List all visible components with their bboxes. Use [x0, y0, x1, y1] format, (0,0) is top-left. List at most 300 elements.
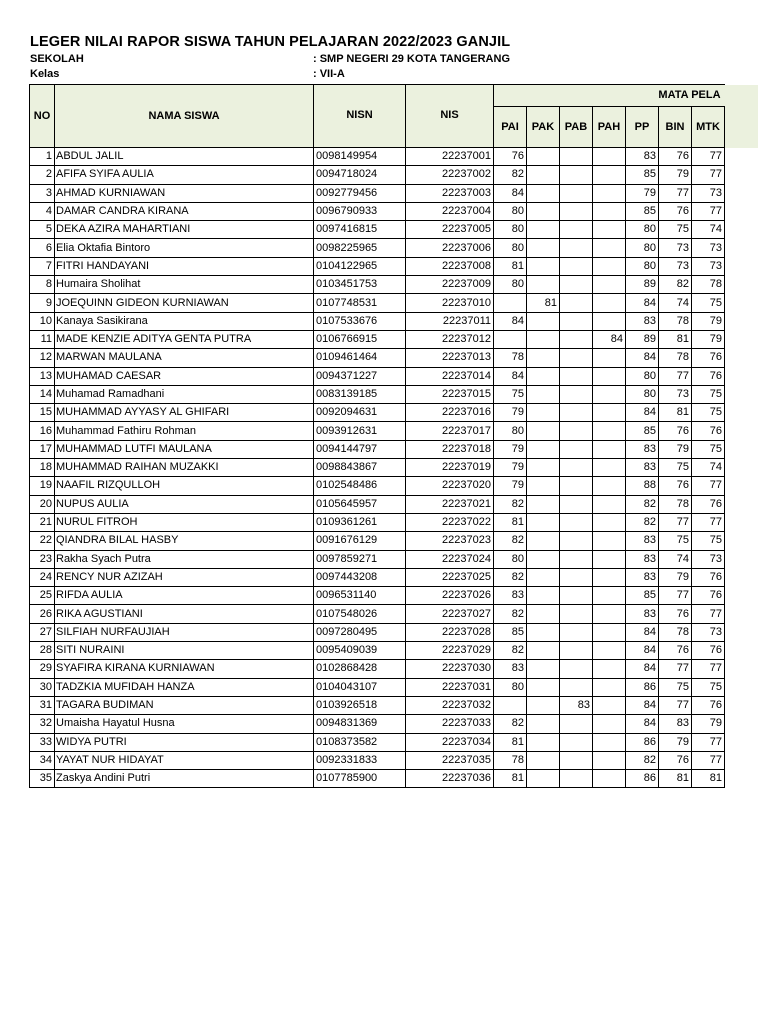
row-student-name: QIANDRA BILAL HASBY — [55, 532, 314, 550]
row-grade-pab — [560, 477, 593, 495]
row-grade-mtk: 76 — [692, 642, 725, 660]
row-grade-pak — [527, 696, 560, 714]
table-row — [30, 477, 759, 495]
grades-table-container — [29, 84, 758, 788]
row-grade-pah — [593, 587, 626, 605]
row-nisn: 0093912631 — [314, 422, 406, 440]
row-grade-pak — [527, 166, 560, 184]
row-grade-mtk: 74 — [692, 221, 725, 239]
row-grade-pah — [593, 550, 626, 568]
row-overflow — [725, 770, 758, 788]
row-grade-pah — [593, 477, 626, 495]
row-grade-bin: 77 — [659, 367, 692, 385]
row-grade-pab — [560, 532, 593, 550]
row-no: 26 — [30, 605, 55, 623]
row-grade-pab — [560, 623, 593, 641]
row-grade-pai: 82 — [494, 605, 527, 623]
row-grade-pp: 84 — [626, 349, 659, 367]
header-mtk: MTK — [692, 107, 725, 148]
row-overflow — [725, 459, 758, 477]
row-nisn: 0092331833 — [314, 751, 406, 769]
header-nisn: NISN — [314, 85, 406, 148]
row-grade-pah — [593, 294, 626, 312]
row-grade-mtk: 79 — [692, 330, 725, 348]
row-student-name: Muhammad Fathiru Rohman — [55, 422, 314, 440]
row-no: 21 — [30, 513, 55, 531]
row-nisn: 0092094631 — [314, 404, 406, 422]
row-grade-mtk: 77 — [692, 202, 725, 220]
row-grade-pp: 84 — [626, 294, 659, 312]
row-overflow — [725, 513, 758, 531]
row-grade-pah — [593, 166, 626, 184]
row-overflow — [725, 696, 758, 714]
header-pai: PAI — [494, 107, 527, 148]
row-student-name: Rakha Syach Putra — [55, 550, 314, 568]
row-grade-pp: 82 — [626, 495, 659, 513]
row-grade-mtk: 77 — [692, 166, 725, 184]
row-grade-bin: 74 — [659, 550, 692, 568]
row-grade-bin: 78 — [659, 623, 692, 641]
row-grade-pp: 82 — [626, 513, 659, 531]
header-overflow — [725, 85, 758, 148]
row-grade-pab — [560, 221, 593, 239]
row-nisn: 0096790933 — [314, 202, 406, 220]
row-nis: 22237024 — [406, 550, 494, 568]
row-grade-pp: 80 — [626, 239, 659, 257]
row-grade-pah — [593, 276, 626, 294]
row-overflow — [725, 550, 758, 568]
school-label: SEKOLAH — [30, 53, 84, 65]
row-grade-bin: 77 — [659, 660, 692, 678]
row-overflow — [725, 660, 758, 678]
row-overflow — [725, 532, 758, 550]
table-row — [30, 276, 759, 294]
row-grade-mtk: 77 — [692, 751, 725, 769]
row-grade-mtk: 75 — [692, 532, 725, 550]
row-nis: 22237021 — [406, 495, 494, 513]
row-grade-pai: 84 — [494, 184, 527, 202]
grades-table — [29, 84, 758, 788]
row-grade-bin: 76 — [659, 422, 692, 440]
row-student-name: Kanaya Sasikirana — [55, 312, 314, 330]
row-grade-pai: 83 — [494, 660, 527, 678]
table-row — [30, 440, 759, 458]
table-row — [30, 257, 759, 275]
row-nis: 22237003 — [406, 184, 494, 202]
row-grade-bin: 78 — [659, 312, 692, 330]
row-grade-pak — [527, 312, 560, 330]
row-grade-pak — [527, 276, 560, 294]
row-nis: 22237002 — [406, 166, 494, 184]
row-grade-pab — [560, 495, 593, 513]
row-nis: 22237013 — [406, 349, 494, 367]
row-nis: 22237010 — [406, 294, 494, 312]
row-grade-pak — [527, 623, 560, 641]
row-grade-pai: 80 — [494, 678, 527, 696]
row-grade-pak — [527, 568, 560, 586]
row-grade-pab — [560, 385, 593, 403]
row-nisn: 0098149954 — [314, 148, 406, 166]
row-student-name: SITI NURAINI — [55, 642, 314, 660]
row-no: 28 — [30, 642, 55, 660]
row-grade-mtk: 79 — [692, 312, 725, 330]
row-nis: 22237016 — [406, 404, 494, 422]
table-row — [30, 733, 759, 751]
row-grade-pak — [527, 422, 560, 440]
row-nis: 22237030 — [406, 660, 494, 678]
row-no: 34 — [30, 751, 55, 769]
row-student-name: NAAFIL RIZQULLOH — [55, 477, 314, 495]
row-grade-pai: 82 — [494, 532, 527, 550]
table-row — [30, 623, 759, 641]
row-student-name: MUHAMMAD RAIHAN MUZAKKI — [55, 459, 314, 477]
row-grade-bin: 76 — [659, 642, 692, 660]
row-student-name: NUPUS AULIA — [55, 495, 314, 513]
row-grade-pai: 82 — [494, 495, 527, 513]
row-grade-pah: 84 — [593, 330, 626, 348]
row-student-name: FITRI HANDAYANI — [55, 257, 314, 275]
row-grade-pp: 85 — [626, 587, 659, 605]
table-row — [30, 166, 759, 184]
row-grade-pah — [593, 312, 626, 330]
row-grade-bin: 79 — [659, 440, 692, 458]
row-grade-mtk: 75 — [692, 294, 725, 312]
row-grade-mtk: 77 — [692, 148, 725, 166]
row-grade-pah — [593, 605, 626, 623]
row-nisn: 0094144797 — [314, 440, 406, 458]
row-student-name: JOEQUINN GIDEON KURNIAWAN — [55, 294, 314, 312]
row-grade-pak — [527, 221, 560, 239]
row-student-name: MUHAMMAD AYYASY AL GHIFARI — [55, 404, 314, 422]
row-grade-pp: 83 — [626, 532, 659, 550]
row-overflow — [725, 257, 758, 275]
row-grade-pp: 85 — [626, 166, 659, 184]
row-grade-pai: 78 — [494, 751, 527, 769]
row-overflow — [725, 642, 758, 660]
table-row — [30, 770, 759, 788]
row-nisn: 0092779456 — [314, 184, 406, 202]
row-grade-pai: 85 — [494, 623, 527, 641]
row-student-name: TADZKIA MUFIDAH HANZA — [55, 678, 314, 696]
row-nisn: 0104043107 — [314, 678, 406, 696]
row-student-name: MUHAMMAD LUTFI MAULANA — [55, 440, 314, 458]
row-grade-pab — [560, 642, 593, 660]
row-overflow — [725, 623, 758, 641]
row-nis: 22237008 — [406, 257, 494, 275]
row-grade-bin: 77 — [659, 513, 692, 531]
row-grade-pak — [527, 257, 560, 275]
row-grade-mtk: 76 — [692, 587, 725, 605]
header-nis: NIS — [406, 85, 494, 148]
row-grade-mtk: 76 — [692, 367, 725, 385]
row-grade-pab — [560, 184, 593, 202]
row-grade-bin: 75 — [659, 221, 692, 239]
header-no: NO — [30, 85, 55, 148]
row-nisn: 0096531140 — [314, 587, 406, 605]
row-student-name: TAGARA BUDIMAN — [55, 696, 314, 714]
row-nisn: 0108373582 — [314, 733, 406, 751]
row-grade-pak — [527, 678, 560, 696]
row-grade-pai: 78 — [494, 349, 527, 367]
row-grade-bin: 76 — [659, 751, 692, 769]
row-grade-pah — [593, 660, 626, 678]
row-grade-pak — [527, 148, 560, 166]
row-grade-pah — [593, 495, 626, 513]
row-no: 23 — [30, 550, 55, 568]
row-student-name: RIKA AGUSTIANI — [55, 605, 314, 623]
row-grade-mtk: 76 — [692, 696, 725, 714]
row-no: 9 — [30, 294, 55, 312]
row-grade-pah — [593, 642, 626, 660]
row-no: 10 — [30, 312, 55, 330]
row-no: 31 — [30, 696, 55, 714]
row-grade-mtk: 75 — [692, 440, 725, 458]
row-grade-bin: 81 — [659, 330, 692, 348]
row-overflow — [725, 202, 758, 220]
row-grade-pp: 82 — [626, 751, 659, 769]
row-grade-pp: 84 — [626, 404, 659, 422]
row-grade-pp: 80 — [626, 221, 659, 239]
row-nis: 22237018 — [406, 440, 494, 458]
row-nis: 22237004 — [406, 202, 494, 220]
row-grade-pah — [593, 422, 626, 440]
table-body — [30, 148, 759, 788]
row-no: 8 — [30, 276, 55, 294]
row-grade-pp: 84 — [626, 660, 659, 678]
row-grade-pah — [593, 440, 626, 458]
row-grade-pai: 79 — [494, 477, 527, 495]
row-grade-pah — [593, 532, 626, 550]
row-nis: 22237034 — [406, 733, 494, 751]
row-grade-pp: 84 — [626, 623, 659, 641]
row-grade-pak: 81 — [527, 294, 560, 312]
row-overflow — [725, 330, 758, 348]
table-row — [30, 294, 759, 312]
row-grade-pab — [560, 770, 593, 788]
table-header — [30, 85, 759, 148]
row-no: 25 — [30, 587, 55, 605]
row-nis: 22237011 — [406, 312, 494, 330]
row-grade-pai: 83 — [494, 587, 527, 605]
row-nis: 22237009 — [406, 276, 494, 294]
row-student-name: RIFDA AULIA — [55, 587, 314, 605]
row-nis: 22237033 — [406, 715, 494, 733]
row-grade-pak — [527, 605, 560, 623]
row-grade-pab — [560, 678, 593, 696]
row-student-name: MARWAN MAULANA — [55, 349, 314, 367]
row-grade-pab — [560, 202, 593, 220]
row-student-name: SYAFIRA KIRANA KURNIAWAN — [55, 660, 314, 678]
row-grade-pai: 80 — [494, 276, 527, 294]
row-grade-pab — [560, 312, 593, 330]
row-overflow — [725, 678, 758, 696]
row-student-name: DAMAR CANDRA KIRANA — [55, 202, 314, 220]
header-nama: NAMA SISWA — [55, 85, 314, 148]
row-grade-mtk: 76 — [692, 422, 725, 440]
row-grade-pab — [560, 294, 593, 312]
row-grade-pab — [560, 440, 593, 458]
row-grade-pah — [593, 404, 626, 422]
row-grade-pp: 83 — [626, 459, 659, 477]
row-student-name: MUHAMAD CAESAR — [55, 367, 314, 385]
table-row — [30, 202, 759, 220]
header-pp: PP — [626, 107, 659, 148]
row-grade-pai: 80 — [494, 422, 527, 440]
row-grade-pp: 80 — [626, 257, 659, 275]
row-nisn: 0107533676 — [314, 312, 406, 330]
row-overflow — [725, 349, 758, 367]
row-nisn: 0106766915 — [314, 330, 406, 348]
row-grade-pak — [527, 513, 560, 531]
row-no: 5 — [30, 221, 55, 239]
row-grade-pab — [560, 257, 593, 275]
table-row — [30, 568, 759, 586]
row-grade-pak — [527, 184, 560, 202]
table-row — [30, 642, 759, 660]
row-nis: 22237032 — [406, 696, 494, 714]
row-grade-pab — [560, 148, 593, 166]
row-overflow — [725, 751, 758, 769]
row-nis: 22237026 — [406, 587, 494, 605]
row-grade-mtk: 73 — [692, 623, 725, 641]
row-grade-bin: 83 — [659, 715, 692, 733]
row-no: 4 — [30, 202, 55, 220]
row-overflow — [725, 385, 758, 403]
row-grade-pak — [527, 532, 560, 550]
row-grade-pai: 79 — [494, 440, 527, 458]
row-student-name: Muhamad Ramadhani — [55, 385, 314, 403]
table-row — [30, 385, 759, 403]
row-no: 6 — [30, 239, 55, 257]
row-grade-pab — [560, 166, 593, 184]
header-pak: PAK — [527, 107, 560, 148]
row-grade-mtk: 76 — [692, 495, 725, 513]
row-grade-pai: 82 — [494, 642, 527, 660]
row-nisn: 0083139185 — [314, 385, 406, 403]
row-grade-pab — [560, 330, 593, 348]
row-nisn: 0107785900 — [314, 770, 406, 788]
table-row — [30, 513, 759, 531]
row-grade-mtk: 73 — [692, 239, 725, 257]
row-grade-pak — [527, 477, 560, 495]
row-grade-pak — [527, 733, 560, 751]
row-grade-bin: 74 — [659, 294, 692, 312]
row-grade-pab — [560, 239, 593, 257]
row-student-name: NURUL FITROH — [55, 513, 314, 531]
table-row — [30, 459, 759, 477]
row-grade-pai: 80 — [494, 202, 527, 220]
row-grade-pak — [527, 660, 560, 678]
row-grade-bin: 75 — [659, 459, 692, 477]
table-row — [30, 715, 759, 733]
row-overflow — [725, 605, 758, 623]
row-nisn: 0109361261 — [314, 513, 406, 531]
row-grade-mtk: 79 — [692, 715, 725, 733]
row-grade-pak — [527, 202, 560, 220]
row-student-name: AFIFA SYIFA AULIA — [55, 166, 314, 184]
row-grade-bin: 81 — [659, 404, 692, 422]
row-grade-pp: 84 — [626, 696, 659, 714]
row-grade-pak — [527, 459, 560, 477]
row-grade-pah — [593, 257, 626, 275]
row-grade-pah — [593, 568, 626, 586]
row-grade-pah — [593, 349, 626, 367]
row-grade-pp: 83 — [626, 568, 659, 586]
row-grade-bin: 78 — [659, 495, 692, 513]
row-no: 20 — [30, 495, 55, 513]
row-nisn: 0094371227 — [314, 367, 406, 385]
row-nisn: 0097443208 — [314, 568, 406, 586]
row-nis: 22237025 — [406, 568, 494, 586]
header-pab: PAB — [560, 107, 593, 148]
row-grade-mtk: 77 — [692, 733, 725, 751]
row-grade-pak — [527, 239, 560, 257]
row-overflow — [725, 367, 758, 385]
row-grade-pp: 86 — [626, 733, 659, 751]
row-grade-pp: 83 — [626, 605, 659, 623]
row-no: 12 — [30, 349, 55, 367]
row-no: 14 — [30, 385, 55, 403]
table-row — [30, 605, 759, 623]
row-grade-pak — [527, 367, 560, 385]
row-student-name: ABDUL JALIL — [55, 148, 314, 166]
row-student-name: Umaisha Hayatul Husna — [55, 715, 314, 733]
row-nis: 22237022 — [406, 513, 494, 531]
row-no: 1 — [30, 148, 55, 166]
row-student-name: AHMAD KURNIAWAN — [55, 184, 314, 202]
row-grade-pak — [527, 587, 560, 605]
row-grade-mtk: 75 — [692, 678, 725, 696]
row-grade-pak — [527, 440, 560, 458]
table-row — [30, 550, 759, 568]
row-grade-mtk: 76 — [692, 568, 725, 586]
row-grade-bin: 76 — [659, 148, 692, 166]
row-overflow — [725, 312, 758, 330]
row-nisn: 0098843867 — [314, 459, 406, 477]
row-grade-pai: 84 — [494, 367, 527, 385]
row-grade-pah — [593, 239, 626, 257]
row-nisn: 0097859271 — [314, 550, 406, 568]
row-grade-pak — [527, 642, 560, 660]
row-grade-pp: 85 — [626, 202, 659, 220]
row-grade-mtk: 77 — [692, 477, 725, 495]
row-grade-bin: 77 — [659, 696, 692, 714]
row-grade-mtk: 77 — [692, 605, 725, 623]
row-grade-bin: 76 — [659, 202, 692, 220]
row-grade-pak — [527, 349, 560, 367]
table-row — [30, 660, 759, 678]
row-nis: 22237001 — [406, 148, 494, 166]
row-nis: 22237029 — [406, 642, 494, 660]
row-no: 18 — [30, 459, 55, 477]
row-grade-pah — [593, 202, 626, 220]
row-nis: 22237014 — [406, 367, 494, 385]
row-overflow — [725, 477, 758, 495]
row-nisn: 0103451753 — [314, 276, 406, 294]
row-no: 27 — [30, 623, 55, 641]
row-grade-pah — [593, 148, 626, 166]
row-grade-pah — [593, 385, 626, 403]
row-no: 19 — [30, 477, 55, 495]
table-row — [30, 239, 759, 257]
row-grade-bin: 77 — [659, 184, 692, 202]
row-grade-bin: 81 — [659, 770, 692, 788]
row-grade-pai: 75 — [494, 385, 527, 403]
row-grade-mtk: 75 — [692, 385, 725, 403]
row-grade-pai: 76 — [494, 148, 527, 166]
row-grade-mtk: 77 — [692, 513, 725, 531]
row-nisn: 0091676129 — [314, 532, 406, 550]
